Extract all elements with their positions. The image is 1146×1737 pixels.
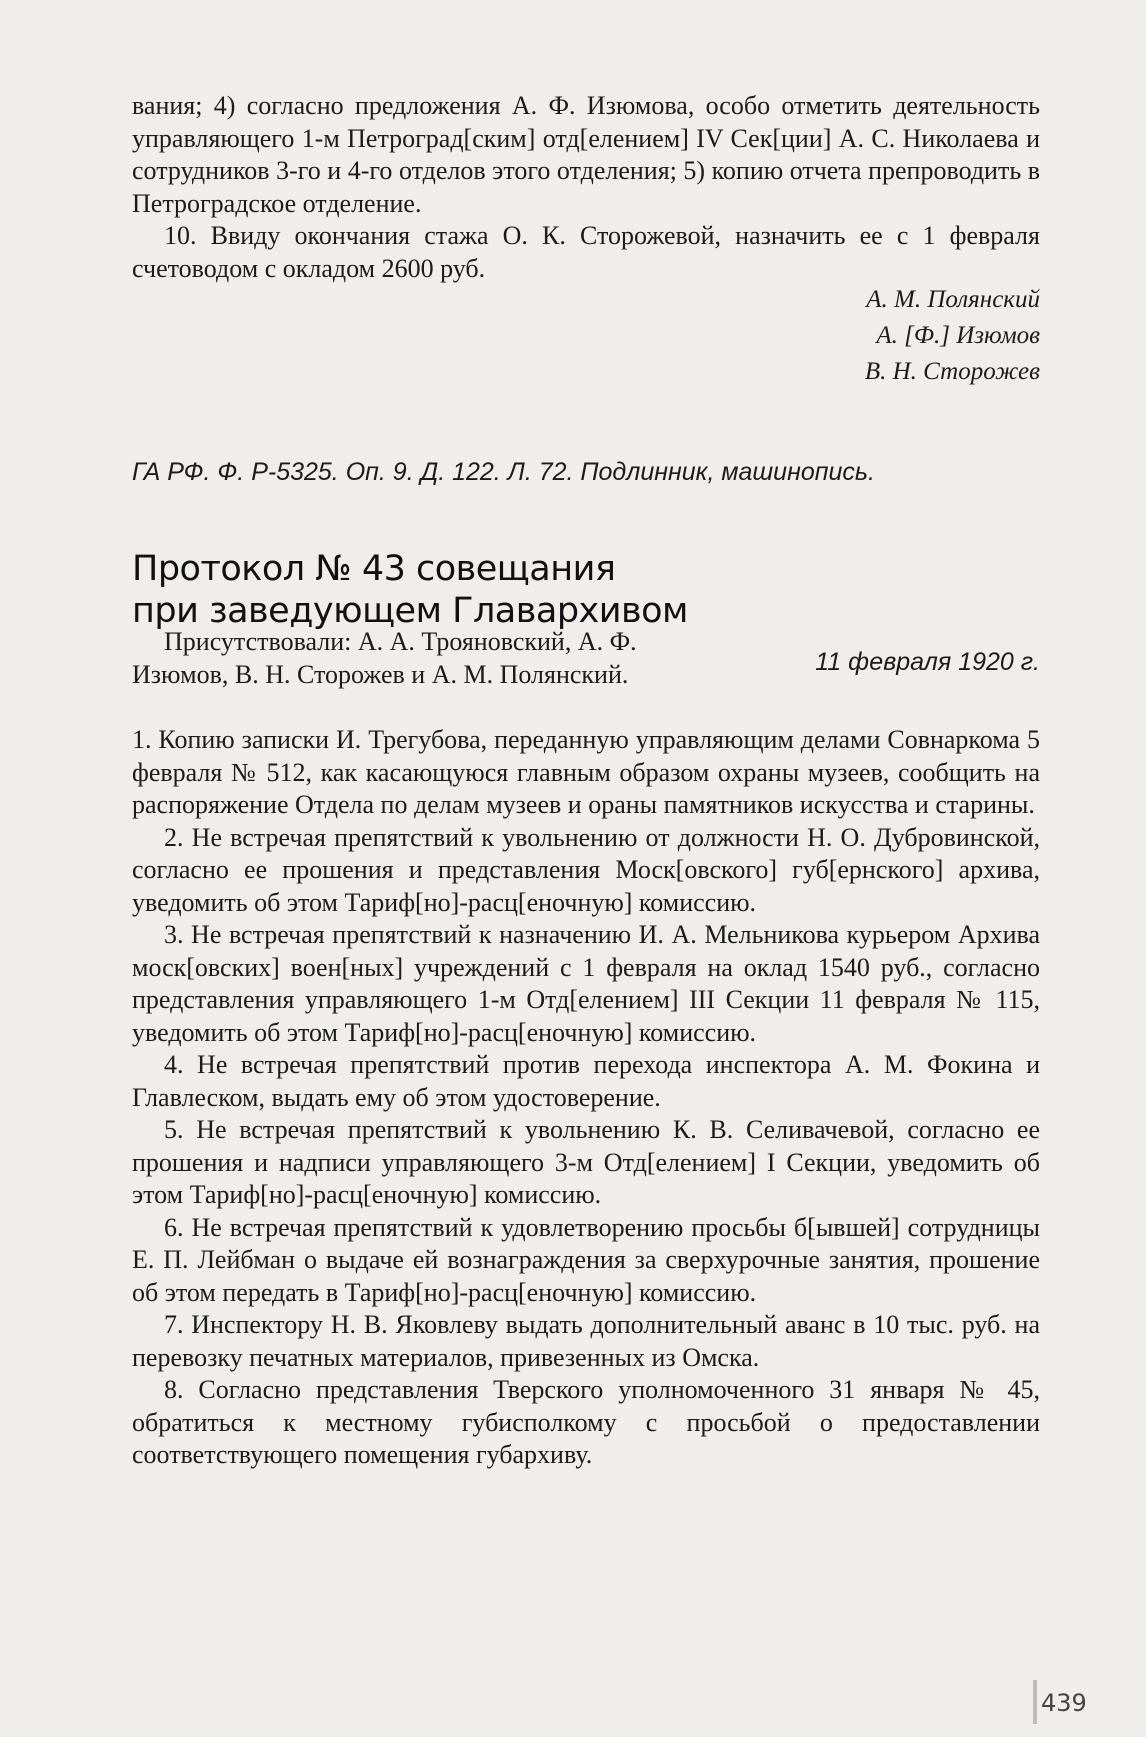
signature-storozhev: В. Н. Сторожев <box>864 358 1040 385</box>
heading-line-2: при заведующем Главархивом <box>132 591 688 631</box>
protocol-item-2: 2. Не встречая препятствий к увольнению от должности Н. О. Дубровинской, согласно ее прошения и представления Моск[овского] губ[ернского] архива, уведомить об этом Тариф[но]-расц[еночную] комиссию. <box>132 822 1040 917</box>
protocol-item-8: 8. Согласно представления Тверского уполномоченного 31 января № 45, обратиться к местному губисполкому с просьбой о предоставлении соответствующего помещения губархиву. <box>132 1375 1040 1469</box>
protocol-items <box>132 724 1040 1472</box>
heading-line-1: Протокол № 43 совещания <box>132 549 616 589</box>
paragraph-continuation: вания; 4) согласно предложения А. Ф. Изюмова, особо отметить деятельность управляющего 1-м Петроград[ским] отд[елением] IV Сек[ции] А. С. Николаева и сотрудников 3-го и 4-го отделов этого отделения; 5) копию отчета препроводить в Петроградское отделение. <box>132 91 1040 218</box>
archive-reference: ГА РФ. Ф. Р-5325. Оп. 9. Д. 122. Л. 72. Подлинник, машинопись. <box>132 458 875 486</box>
protocol-item-3: 3. Не встречая препятствий к назначению И. А. Мельникова курьером Архива моск[овских] воен[ных] учреждений с 1 февраля на оклад 1540 руб., согласно представления управляющего 1-м Отд[елением] III Секции 11 февраля № 115, уведомить об этом Тариф[но]-расц[еночную] комиссию. <box>132 920 1040 1047</box>
top-text-block <box>132 90 1040 285</box>
paragraph-item-10: 10. Ввиду окончания стажа О. К. Сторожевой, назначить ее с 1 февраля счетоводом с окладом 2600 руб. <box>132 221 1040 283</box>
protocol-item-4: 4. Не встречая препятствий против перехода инспектора А. М. Фокина и Главлеском, выдать ему об этом удостоверение. <box>132 1050 1040 1112</box>
page-edge-tab <box>1033 1680 1037 1724</box>
signature-polyansky: А. М. Полянский <box>866 286 1040 313</box>
attendees: Присутствовали: А. А. Трояновский, А. Ф. Изюмов, В. Н. Сторожев и А. М. Полянский. <box>132 627 637 689</box>
page-number: 439 <box>1041 1689 1087 1717</box>
protocol-item-6: 6. Не встречая препятствий к удовлетворению просьбы б[ывшей] сотрудницы Е. П. Лейбман о выдаче ей вознаграждения за сверхурочные занятия, прошение об этом передать в Тариф[но]-расц[еночную] комиссию. <box>132 1212 1040 1307</box>
protocol-item-7: 7. Инспектору Н. В. Яковлеву выдать дополнительный аванс в 10 тыс. руб. на перевозку печатных материалов, привезенных из Омска. <box>132 1310 1040 1372</box>
protocol-item-5: 5. Не встречая препятствий к увольнению К. В. Селивачевой, согласно ее прошения и надписи управляющего 3-м Отд[елением] I Секции, уведомить об этом Тариф[но]-расц[еночную] комиссию. <box>132 1115 1040 1209</box>
attendees-block <box>132 626 692 691</box>
protocol-date: 11 февраля 1920 г. <box>815 648 1040 676</box>
protocol-heading <box>132 548 688 632</box>
signature-izyumov: А. [Ф.] Изюмов <box>876 322 1040 349</box>
protocol-item-1: 1. Копию записки И. Трегубова, переданную управляющим делами Совнаркома 5 февраля № 512, как касающуюся главным образом охраны музеев, сообщить на распоряжение Отдела по делам музеев и ораны памятников искусства и старины. <box>132 725 1040 819</box>
signature-block <box>865 282 1040 390</box>
